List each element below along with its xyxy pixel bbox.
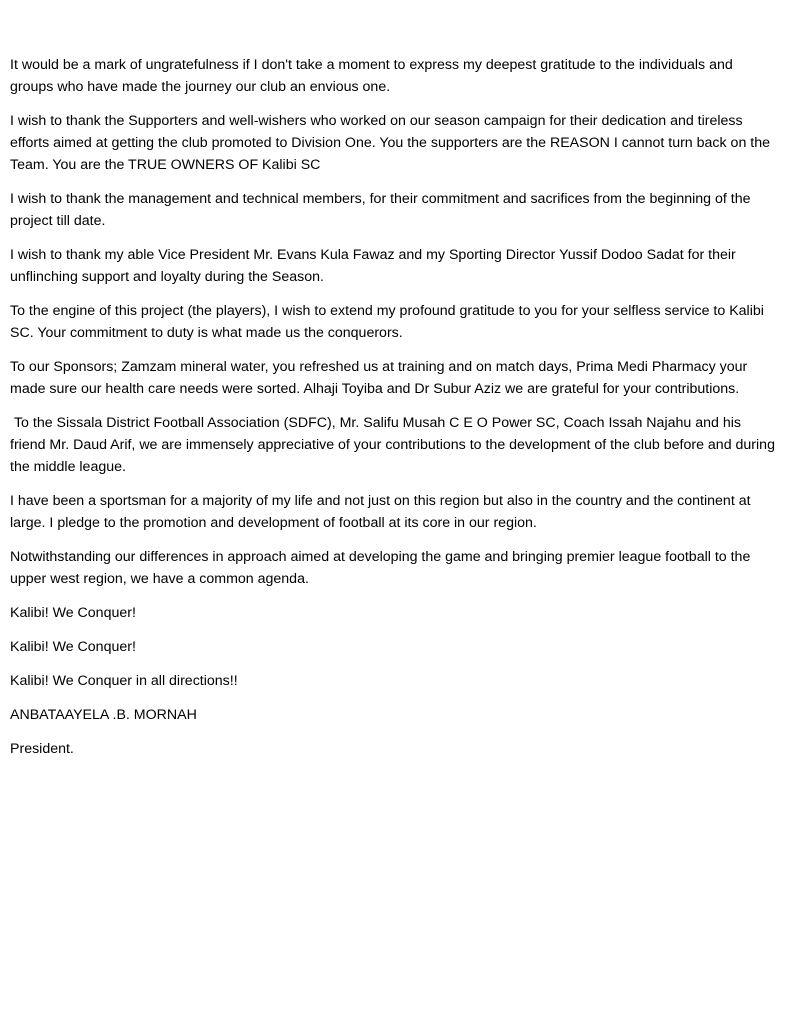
paragraph-vice-president: I wish to thank my able Vice President Mr. Evans Kula Fawaz and my Sporting Director Yussif Dodoo Sadat for their unflinching support and loyalty during the Season.	[10, 247, 740, 285]
chant-line-1: Kalibi! We Conquer!	[10, 605, 136, 621]
paragraph-gratitude-intro: It would be a mark of ungratefulness if I don't take a moment to express my deepest gratitude to the individuals and groups who have made the journey our club an envious one.	[10, 57, 737, 95]
paragraph-football-association: To the Sissala District Football Association (SDFC), Mr. Salifu Musah C E O Power SC, Coach Issah Najahu and his friend Mr. Daud Arif, we are immensely appreciative of your contributions to the development of the club before and during the middle league.	[10, 415, 779, 475]
paragraph-sportsman: I have been a sportsman for a majority of my life and not just on this region but also in the country and the continent at large. I pledge to the promotion and development of football at its core in our region.	[10, 493, 755, 531]
chant-line-2: Kalibi! We Conquer!	[10, 639, 136, 655]
chant-line-3: Kalibi! We Conquer in all directions!!	[10, 673, 238, 689]
letter-body	[10, 54, 780, 772]
paragraph-players: To the engine of this project (the players), I wish to extend my profound gratitude to you for your selfless service to Kalibi SC. Your commitment to duty is what made us the conquerors.	[10, 303, 768, 341]
paragraph-sponsors: To our Sponsors; Zamzam mineral water, you refreshed us at training and on match days, Prima Medi Pharmacy your made sure our health care needs were sorted. Alhaji Toyiba and Dr Subur Aziz we are grateful for your contributions.	[10, 359, 752, 397]
paragraph-supporters: I wish to thank the Supporters and well-wishers who worked on our season campaign for their dedication and tireless efforts aimed at getting the club promoted to Division One. You the supporters are the REASON I cannot turn back on the Team. You are the TRUE OWNERS OF Kalibi SC	[10, 113, 774, 173]
paragraph-management: I wish to thank the management and technical members, for their commitment and sacrifices from the beginning of the project till date.	[10, 191, 755, 229]
signatory-title: President.	[10, 741, 74, 757]
signatory-name: ANBATAAYELA .B. MORNAH	[10, 707, 197, 723]
paragraph-common-agenda: Notwithstanding our differences in approach aimed at developing the game and bringing premier league football to the upper west region, we have a common agenda.	[10, 549, 755, 587]
